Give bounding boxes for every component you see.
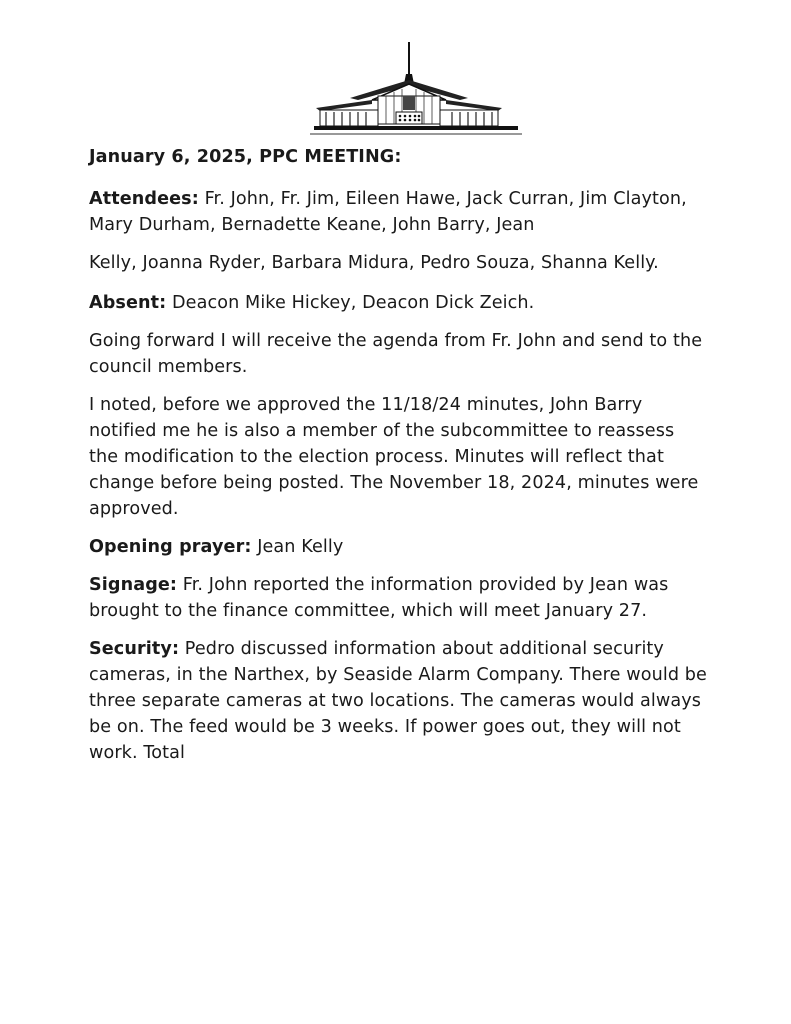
page-title: January 6, 2025, PPC MEETING:: [89, 147, 402, 167]
attendees-continued: Kelly, Joanna Ryder, Barbara Midura, Pedro Souza, Shanna Kelly.: [89, 253, 659, 273]
security-text: Pedro discussed information about additional security cameras, in the Narthex, by Seaside Alarm Company. There would be three separate cameras at two locations. The cameras would always be on. The feed would be 3 weeks. If power goes out, they will not work. Total: [89, 639, 707, 763]
attendees-paragraph: [89, 186, 709, 238]
absent-text: Deacon Mike Hickey, Deacon Dick Zeich.: [172, 293, 535, 313]
minutes-body: [89, 144, 709, 778]
signage-text: Fr. John reported the information provided by Jean was brought to the finance committee, which will meet January 27.: [89, 575, 669, 621]
opening-prayer-text: Jean Kelly: [257, 537, 344, 557]
opening-prayer-label: Opening prayer:: [89, 537, 252, 557]
church-building-icon: [310, 40, 522, 140]
security-paragraph: [89, 636, 709, 766]
opening-prayer-paragraph: [89, 534, 709, 560]
attendees-line-1: Fr. John, Fr. Jim, Eileen Hawe, Jack Curran, Jim Clayton, Mary Durham, Bernadette Keane, John Barry, Jean: [89, 189, 687, 235]
signage-label: Signage:: [89, 575, 178, 595]
absent-paragraph: [89, 290, 709, 316]
minutes-note: I noted, before we approved the 11/18/24 minutes, John Barry notified me he is also a member of the subcommittee to reassess the modification to the election process. Minutes will reflect that change before being posted. The November 18, 2024, minutes were approved.: [89, 395, 699, 519]
security-label: Security:: [89, 639, 180, 659]
agenda-note: Going forward I will receive the agenda from Fr. John and send to the council members.: [89, 331, 703, 377]
signage-paragraph: [89, 572, 709, 624]
absent-label: Absent:: [89, 293, 167, 313]
attendees-label: Attendees:: [89, 189, 199, 209]
